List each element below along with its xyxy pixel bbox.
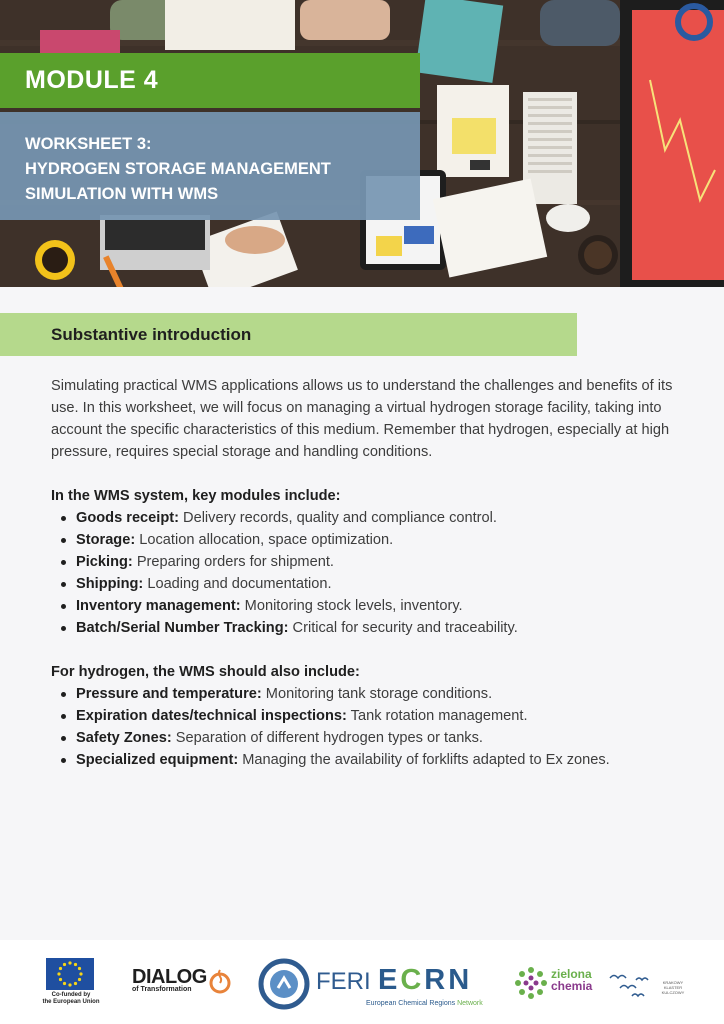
- list-item-term: Inventory management:: [76, 598, 241, 614]
- eu-caption-line-1: Co-funded by: [51, 992, 91, 998]
- list-item: [51, 683, 681, 705]
- ecrn-logo-text: [378, 964, 472, 997]
- list-item: [51, 551, 681, 573]
- list-item: [51, 705, 681, 727]
- list-item-desc: Tank rotation management.: [346, 708, 528, 724]
- list-item-desc: Monitoring stock levels, inventory.: [240, 598, 463, 614]
- list-item-desc: Separation of different hydrogen types or tanks.: [171, 730, 483, 746]
- list-item-term: Shipping:: [76, 576, 144, 592]
- list-item-term: Specialized equipment:: [76, 752, 239, 768]
- zielona-chemia-dots-icon: [514, 966, 548, 1000]
- list-item-desc: Delivery records, quality and compliance control.: [178, 510, 497, 526]
- zielona-chemia-line-2: chemia: [551, 979, 593, 993]
- list-item: [51, 749, 681, 771]
- module-banner: [0, 53, 420, 108]
- dialog-logo: DIALOG: [132, 966, 207, 988]
- birds-logo-caption: KRAKOWY KLASTER KULCZOWY: [661, 980, 685, 995]
- hydrogen-extras-list: [51, 683, 681, 771]
- wms-modules-heading: In the WMS system, key modules include:: [51, 488, 341, 504]
- list-item: [51, 727, 681, 749]
- list-item-desc: Managing the availability of forklifts adapted to Ex zones.: [238, 752, 610, 768]
- list-item-desc: Critical for security and traceability.: [288, 620, 518, 636]
- list-item-desc: Loading and documentation.: [143, 576, 332, 592]
- hydrogen-extras-heading: For hydrogen, the WMS should also include:: [51, 664, 360, 680]
- hero-image: [0, 0, 724, 287]
- worksheet-title-banner: [0, 112, 420, 220]
- worksheet-title-line-1: WORKSHEET 3:: [25, 135, 152, 153]
- wms-modules-list: [51, 507, 681, 639]
- eu-flag-logo: [46, 958, 94, 990]
- module-label: MODULE 4: [25, 66, 159, 94]
- list-item-term: Expiration dates/technical inspections:: [76, 708, 347, 724]
- ecrn-logo-subtitle: [366, 1000, 483, 1007]
- footer-logos: [0, 940, 724, 1024]
- worksheet-title-line-3: SIMULATION WITH WMS: [25, 185, 219, 203]
- ecrn-subtitle-network: Network: [457, 1000, 483, 1007]
- list-item: [51, 573, 681, 595]
- list-item: [51, 617, 681, 639]
- list-item-term: Picking:: [76, 554, 133, 570]
- list-item-term: Storage:: [76, 532, 136, 548]
- eu-stars-icon: [46, 958, 94, 990]
- list-item: [51, 595, 681, 617]
- intro-paragraph: Simulating practical WMS applications allows us to understand the challenges and benefits of its use. In this worksheet, we will focus on managing a virtual hydrogen storage facility, taking into account the specific characteristics of this medium. Remember that hydrogen, especially at high pressure, requires special storage and handling conditions.: [51, 378, 673, 460]
- list-item-desc: Location allocation, space optimization.: [135, 532, 394, 548]
- dialog-flame-icon: [207, 968, 233, 994]
- birds-logo-icon: [606, 968, 662, 1004]
- list-item-term: Safety Zones:: [76, 730, 172, 746]
- list-item: [51, 529, 681, 551]
- zielona-chemia-text: [551, 968, 592, 992]
- list-item: [51, 507, 681, 529]
- eu-caption: [36, 992, 106, 1006]
- list-item-term: Batch/Serial Number Tracking:: [76, 620, 289, 636]
- feri-logo-icon: [258, 958, 310, 1010]
- ecrn-subtitle-main: European Chemical Regions: [366, 1000, 458, 1007]
- zielona-chemia-line-1: zielona: [551, 967, 592, 981]
- ecrn-letters-rn: RN: [424, 964, 473, 996]
- section-title: Substantive introduction: [51, 324, 252, 344]
- section-header: [0, 313, 577, 356]
- worksheet-title-line-2: HYDROGEN STORAGE MANAGEMENT: [25, 160, 331, 178]
- dialog-logo-subtitle: of Transformation: [132, 986, 192, 993]
- list-item-term: Goods receipt:: [76, 510, 179, 526]
- ecrn-letter-c: C: [400, 964, 425, 996]
- list-item-term: Pressure and temperature:: [76, 686, 262, 702]
- list-item-desc: Monitoring tank storage conditions.: [261, 686, 493, 702]
- ecrn-letter-e: E: [378, 964, 401, 996]
- list-item-desc: Preparing orders for shipment.: [132, 554, 334, 570]
- feri-logo-text: FERI: [316, 968, 371, 995]
- main-content: [51, 375, 681, 793]
- eu-caption-line-2: the European Union: [42, 999, 100, 1005]
